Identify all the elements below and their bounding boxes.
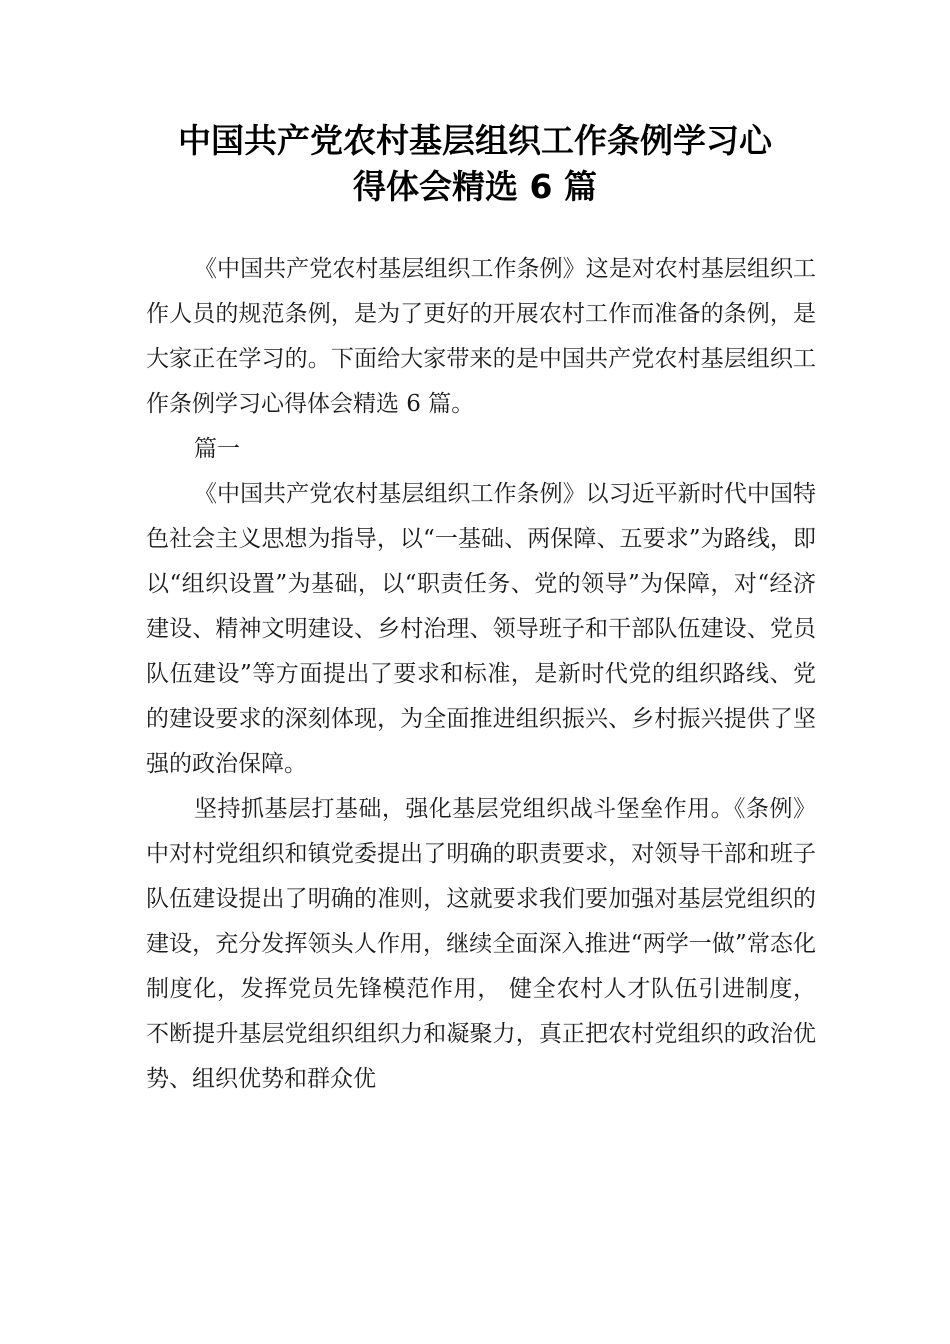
section-heading: 篇一	[194, 436, 240, 462]
body-paragraph: 《中国共产党农村基层组织工作条例》以习近平新时代中国特色社会主义思想为指导，以“一基础、两保障、五要求”为路线，即以“组织设置”为基础，以“职责任务、党的领导”为保障，对“经济建设、精神文明建设、乡村治理、领导班子和干部队伍建设、党员队伍建设”等方面提出了要求和标准，是新时代党的组织路线、党的建设要求的深刻体现，为全面推进组织振兴、乡村振兴提供了坚强的政治保障。	[146, 481, 816, 777]
document-title	[0, 118, 950, 210]
body-paragraph: 坚持抓基层打基础，强化基层党组织战斗堡垒作用。《条例》中对村党组织和镇党委提出了明确的职责要求，对领导干部和班子队伍建设提出了明确的准则，这就要求我们要加强对基层党组织的建设，充分发挥领头人作用，继续全面深入推进“两学一做”常态化制度化，发挥党员先锋模范作用， 健全农村人才队伍引进制度，不断提升基层党组织组织力和凝聚力，真正把农村党组织的政治优势、组织优势和群众优	[146, 796, 816, 1092]
title-line-2: 得体会精选 6 篇	[353, 167, 597, 206]
title-line-1: 中国共产党农村基层组织工作条例学习心	[178, 121, 772, 160]
document-body	[146, 247, 816, 1102]
intro-paragraph: 《中国共产党农村基层组织工作条例》这是对农村基层组织工作人员的规范条例，是为了更好的开展农村工作而准备的条例，是大家正在学习的。下面给大家带来的是中国共产党农村基层组织工作条例学习心得体会精选 6 篇。	[146, 256, 816, 417]
